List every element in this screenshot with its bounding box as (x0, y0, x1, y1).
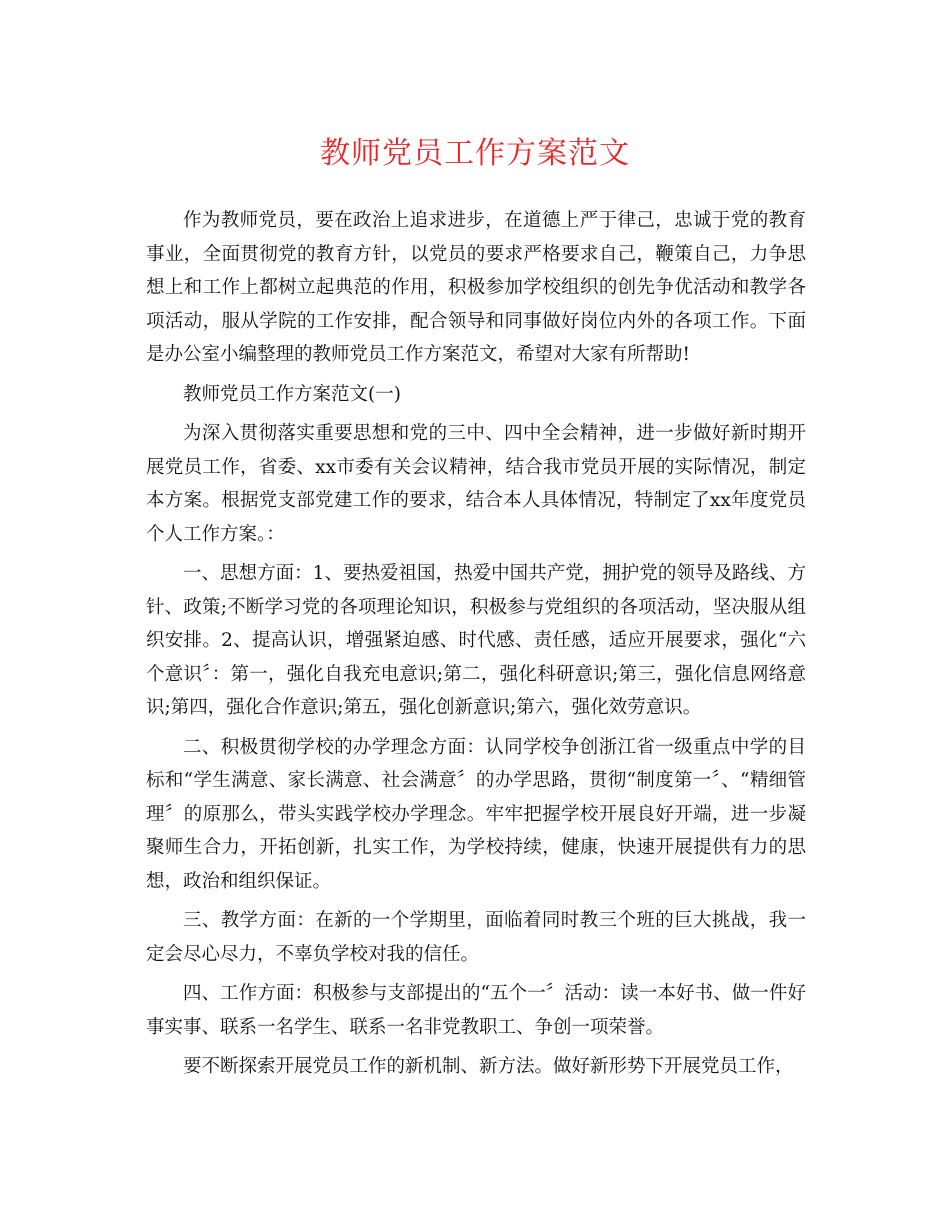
intro-paragraph: 作为教师党员，要在政治上追求进步，在道德上严于律己，忠诚于党的教育事业，全面贯彻党的教育方针，以党员的要求严格要求自己，鞭策自己，力争思想上和工作上都树立起典范的作用，积极参加学校组织的创先争优活动和教学各项活动，服从学院的工作安排，配合领导和同事做好岗位内外的各项工作。下面是办公室小编整理的教师党员工作方案范文，希望对大家有所帮助! (146, 210, 806, 365)
paragraph: 一、思想方面：1、要热爱祖国，热爱中国共产党，拥护党的领导及路线、方针、政策;不断学习党的各项理论知识，积极参与党组织的各项活动，坚决服从组织安排。2、提高认识，增强紧迫感、时代感、责任感，适应开展要求，强化“六个意识〞：第一，强化自我充电意识;第二，强化科研意识;第三，强化信息网络意识;第四，强化合作意识;第五，强化创新意识;第六，强化效劳意识。 (146, 563, 806, 718)
paragraph: 二、积极贯彻学校的办学理念方面：认同学校争创浙江省一级重点中学的目标和“学生满意、家长满意、社会满意〞的办学思路，贯彻“制度第一〞、“精细管理〞的原那么，带头实践学校办学理念。牢牢把握学校开展良好开端，进一步凝聚师生合力，开拓创新，扎实工作，为学校持续，健康，快速开展提供有力的思想，政治和组织保证。 (146, 736, 806, 892)
paragraph: 为深入贯彻落实重要思想和党的三中、四中全会精神，进一步做好新时期开展党员工作，省委、xx市委有关会议精神，结合我市党员开展的实际情况，制定本方案。根据党支部党建工作的要求，结合本人具体情况，特制定了xx年度党员个人工作方案。： (146, 423, 806, 545)
paragraph: 要不断探索开展党员工作的新机制、新方法。做好新形势下开展党员工作， (183, 1056, 794, 1077)
document-title: 教师党员工作方案范文 (320, 136, 630, 171)
section-heading: 教师党员工作方案范文(一) (183, 383, 401, 405)
document-body (146, 204, 806, 1090)
paragraph: 四、工作方面：积极参与支部提出的“五个一〞活动：读一本好书、做一件好事实事、联系一名学生、联系一名非党教职工、争创一项荣誉。 (146, 983, 806, 1038)
paragraph: 三、教学方面：在新的一个学期里，面临着同时教三个班的巨大挑战，我一定会尽心尽力，不辜负学校对我的信任。 (146, 910, 806, 965)
